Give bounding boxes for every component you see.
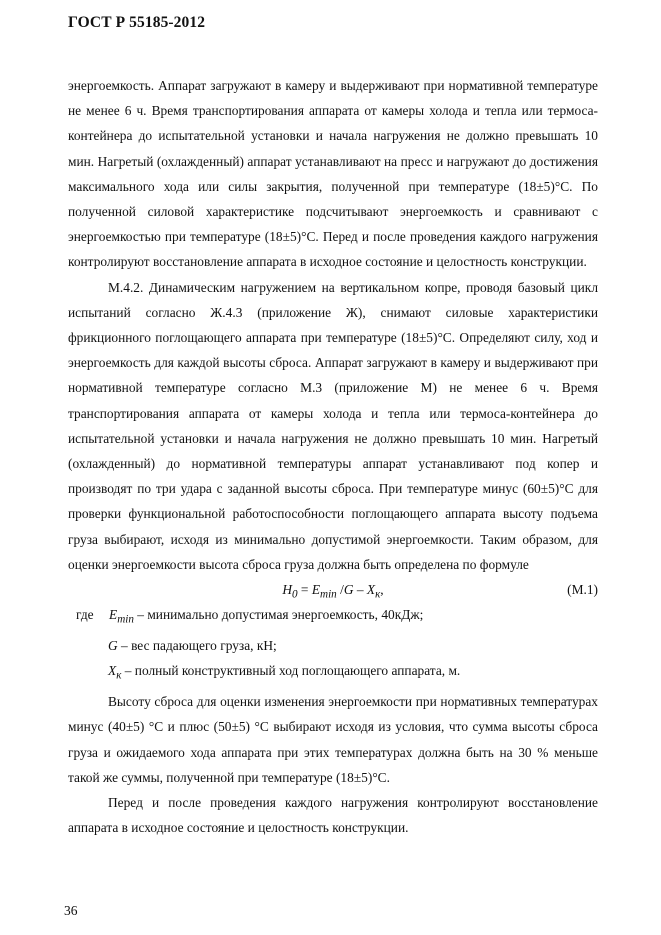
formula-eq: = [297, 582, 312, 598]
paragraph-3: Высоту сброса для оценки изменения энергоемкости при нормативных температурах минус (40±5) °С и плюс (50±5) °С выбирают исходя из условия, что сумма высоты сброса груза и ожидаемого хода аппарата при этих температурах должна быть на 30 % меньше такой же суммы, полученной при температуре (18±5)°С. [68, 694, 598, 785]
definition-g [108, 633, 598, 658]
formula-x-sub: к [375, 588, 381, 601]
formula-div: / [336, 582, 344, 598]
paragraph-4: Перед и после проведения каждого нагружения контролируют восстановление аппарата в исходное состояние и целостность конструкции. [68, 795, 598, 836]
formula-e-sub: min [320, 588, 337, 601]
where-label: где [76, 607, 94, 623]
definition-xk [108, 658, 598, 689]
definition-g-text: – вес падающего груза, кН; [117, 638, 277, 654]
formula-minus: – [353, 582, 367, 598]
definition-emin-sub: min [117, 613, 134, 626]
formula-e: E [311, 582, 321, 598]
document-body [68, 73, 598, 840]
definition-emin-symbol: E [109, 607, 118, 623]
document-header: ГОСТ Р 55185-2012 [68, 14, 206, 31]
definition-xk-text: – полный конструктивный ход поглощающего аппарата, м. [121, 663, 461, 679]
formula-h: H [282, 582, 292, 598]
formula-h-sub: 0 [292, 588, 298, 601]
page-number: 36 [64, 903, 78, 918]
formula-g: G [343, 582, 354, 598]
definition-xk-symbol: X [108, 663, 117, 679]
definition-xk-sub: к [116, 670, 122, 682]
formula-expression [282, 582, 384, 601]
paragraph-1: энергоемкость. Аппарат загружают в камеру и выдерживают при нормативной температуре не менее 6 ч. Время транспортирования аппарата от камеры холода и тепла или термоса-контейнера до испытательной установки и начала нагружения не должно превышать 10 мин. Нагретый (охлажденный) аппарат устанавливают на пресс и нагружают до достижения максимального хода или силы закрытия, полученной при температуре (18±5)°С. По полученной силовой характеристике подсчитывают энергоемкость и сравнивают с энергоемкостью при температуре (18±5)°С. Перед и после проведения каждого нагружения контролируют восстановление аппарата в исходное состояние и целостность конструкции. [68, 78, 598, 270]
formula-number: (М.1) [567, 582, 598, 598]
paragraph-2: М.4.2. Динамическим нагружением на вертикальном копре, проводя базовый цикл испытаний согласно Ж.4.3 (приложение Ж), снимают силовые характеристики фрикционного поглощающего аппарата при температуре (18±5)°С. Определяют силу, ход и энергоемкость для каждой высоты сброса. Аппарат загружают в камеру и выдерживают при нормативной температуре согласно М.3 (приложение М) не менее 6 ч. Время транспортирования аппарата от камеры холода и тепла или термоса-контейнера до испытательной установки и начала нагружения не должно превышать 10 мин. Нагретый (охлажденный) до нормативной температуры аппарат устанавливают под копер и производят по три удара с заданной высоты сброса. При температуре минус (60±5)°С для проверки функциональной работоспособности поглощающего аппарата высоту подъема груза выбирают, исходя из минимально допустимой энергоемкости. Таким образом, для оценки энергоемкости высота сброса груза должна быть определена по формуле [68, 279, 598, 572]
definition-emin [76, 602, 598, 633]
definition-g-symbol: G [108, 638, 118, 654]
definition-emin-text: – минимально допустимая энергоемкость, 40кДж; [133, 607, 424, 623]
formula-m1 [68, 577, 598, 602]
formula-tail: , [380, 582, 384, 598]
formula-x: X [366, 582, 376, 598]
